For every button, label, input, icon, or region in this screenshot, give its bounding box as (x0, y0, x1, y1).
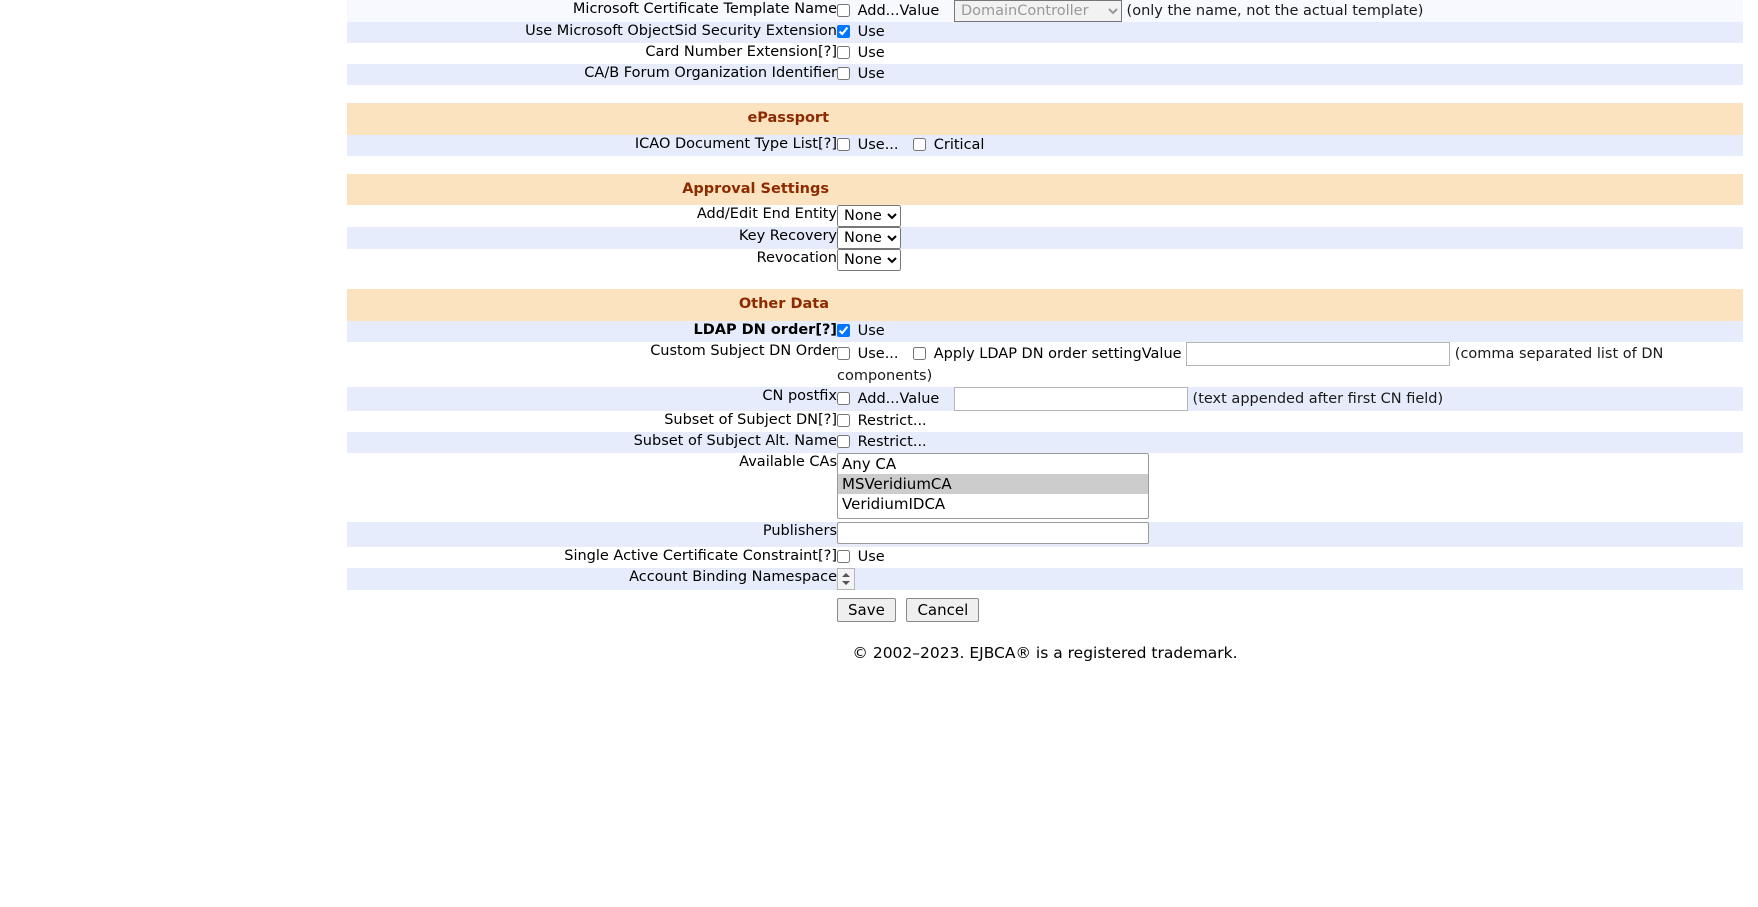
spacer-row (347, 156, 1743, 174)
row-label-ms-cert-template-name: Microsoft Certificate Template Name (347, 0, 837, 22)
row-field-add-edit-end-entity (837, 205, 1743, 227)
row-label-card-number-extension: Card Number Extension[?] (347, 43, 837, 64)
cn-postfix-checkbox-label: Add...Value (857, 390, 940, 407)
ms-objectsid-checkbox[interactable] (837, 25, 850, 38)
spacer-row (347, 85, 1743, 103)
table-row (347, 43, 1743, 64)
row-field-subset-of-subject-alt-name (837, 432, 1743, 453)
table-row (347, 342, 1743, 387)
spacer-row (347, 271, 1743, 289)
spacer-label (347, 271, 837, 289)
section-spacer-epassport (837, 103, 1743, 135)
row-field-ldap-dn-order (837, 321, 1743, 342)
row-field-cn-postfix (837, 387, 1743, 411)
form-actions-spacer (347, 590, 837, 630)
row-label-custom-subject-dn-order: Custom Subject DN Order (347, 342, 837, 387)
row-field-subset-of-subject-dn (837, 411, 1743, 432)
spacer-field (837, 85, 1743, 103)
row-label-available-cas: Available CAs (347, 453, 837, 522)
spacer-field (837, 271, 1743, 289)
spacer-field (837, 156, 1743, 174)
table-row (347, 321, 1743, 342)
custom-subject-dn-order-input[interactable] (1186, 342, 1450, 366)
table-row (347, 249, 1743, 271)
subset-of-subject-dn-checkbox[interactable] (837, 414, 850, 427)
subset-of-subject-alt-name-checkbox[interactable] (837, 435, 850, 448)
custom-subject-dn-order-hint: (comma separated list of DN components) (837, 345, 1664, 384)
single-active-cert-constraint-label: Use (857, 548, 885, 565)
ms-cert-template-name-hint: (only the name, not the actual template) (1126, 3, 1424, 19)
custom-subject-dn-order-use-label: Use... (857, 345, 899, 362)
row-label-cab-forum-org-id: CA/B Forum Organization Identifier (347, 64, 837, 85)
section-title-approval-settings: Approval Settings (347, 174, 837, 206)
custom-subject-dn-order-use-checkbox[interactable] (837, 347, 850, 360)
section-header-other-data (347, 289, 1743, 321)
section-title-epassport: ePassport (347, 103, 837, 135)
icao-critical-checkbox[interactable] (913, 138, 926, 151)
form-actions (837, 590, 1743, 630)
available-cas-option[interactable] (838, 474, 1148, 494)
revocation-select[interactable] (837, 249, 901, 271)
icao-use-label: Use... (857, 136, 899, 153)
row-field-cab-forum-org-id (837, 64, 1743, 85)
row-label-cn-postfix: CN postfix (347, 387, 837, 411)
footer-copyright: © 2002–2023. EJBCA® is a registered trademark. (852, 643, 1238, 662)
custom-subject-dn-order-apply-checkbox[interactable] (913, 347, 926, 360)
available-cas-listbox[interactable] (837, 453, 1149, 519)
table-row (347, 22, 1743, 43)
cn-postfix-input[interactable] (954, 387, 1188, 411)
table-row (347, 568, 1743, 590)
row-field-ms-cert-template-name (837, 0, 1743, 22)
row-field-card-number-extension (837, 43, 1743, 64)
row-field-revocation (837, 249, 1743, 271)
row-field-account-binding-namespace (837, 568, 1743, 590)
cancel-button[interactable]: Cancel (906, 598, 979, 622)
subset-of-subject-alt-name-label: Restrict... (857, 433, 927, 450)
table-row (347, 411, 1743, 432)
row-label-add-edit-end-entity: Add/Edit End Entity (347, 205, 837, 227)
available-cas-option[interactable] (838, 454, 1148, 474)
table-row (347, 522, 1743, 547)
publishers-listbox[interactable] (837, 522, 1149, 544)
table-row (347, 387, 1743, 411)
table-row (347, 453, 1743, 522)
row-field-available-cas (837, 453, 1743, 522)
subset-of-subject-dn-label: Restrict... (857, 412, 927, 429)
table-row (347, 0, 1743, 22)
row-field-ms-objectsid (837, 22, 1743, 43)
row-label-subset-of-subject-alt-name: Subset of Subject Alt. Name (347, 432, 837, 453)
cn-postfix-checkbox[interactable] (837, 392, 850, 405)
row-field-icao-doc-type-list (837, 135, 1743, 156)
cab-forum-org-id-checkbox[interactable] (837, 67, 850, 80)
row-label-revocation: Revocation (347, 249, 837, 271)
table-row (347, 227, 1743, 249)
row-label-ldap-dn-order: LDAP DN order[?] (347, 321, 837, 342)
section-header-approval-settings (347, 174, 1743, 206)
account-binding-namespace-stepper[interactable] (837, 568, 855, 590)
available-cas-option[interactable] (838, 494, 1148, 514)
row-label-single-active-cert-constraint: Single Active Certificate Constraint[?] (347, 547, 837, 568)
form-actions-row (347, 590, 1743, 630)
ms-cert-template-name-checkbox-label: Add...Value (857, 3, 940, 19)
save-button[interactable]: Save (837, 598, 896, 622)
ms-objectsid-checkbox-label: Use (857, 24, 885, 41)
add-edit-end-entity-select[interactable] (837, 205, 901, 227)
spacer-label (347, 156, 837, 174)
section-header-epassport (347, 103, 1743, 135)
ldap-dn-order-checkbox[interactable] (837, 324, 850, 337)
table-row (347, 135, 1743, 156)
row-label-publishers: Publishers (347, 522, 837, 547)
custom-subject-dn-order-value-label: Value (1141, 345, 1182, 362)
single-active-cert-constraint-checkbox[interactable] (837, 550, 850, 563)
row-label-ms-objectsid: Use Microsoft ObjectSid Security Extension (347, 22, 837, 43)
ldap-dn-order-checkbox-label: Use (857, 322, 885, 339)
row-field-custom-subject-dn-order (837, 342, 1743, 387)
row-label-account-binding-namespace: Account Binding Namespace (347, 568, 837, 590)
table-row (347, 205, 1743, 227)
table-row (347, 547, 1743, 568)
spacer-label (347, 85, 837, 103)
ms-cert-template-name-select[interactable] (954, 0, 1122, 22)
row-field-single-active-cert-constraint (837, 547, 1743, 568)
cab-forum-org-id-checkbox-label: Use (857, 66, 885, 83)
table-row (347, 432, 1743, 453)
row-label-key-recovery: Key Recovery (347, 227, 837, 249)
key-recovery-select[interactable] (837, 227, 901, 249)
section-spacer-other-data (837, 289, 1743, 321)
icao-critical-label: Critical (933, 136, 985, 153)
certificate-profile-form (347, 0, 1743, 630)
row-label-subset-of-subject-dn: Subset of Subject DN[?] (347, 411, 837, 432)
icao-use-checkbox[interactable] (837, 138, 850, 151)
card-number-extension-checkbox[interactable] (837, 46, 850, 59)
row-field-key-recovery (837, 227, 1743, 249)
cn-postfix-hint: (text appended after first CN field) (1192, 390, 1444, 407)
table-row (347, 64, 1743, 85)
card-number-extension-checkbox-label: Use (857, 45, 885, 62)
ms-cert-template-name-checkbox[interactable] (837, 4, 850, 17)
section-spacer-approval-settings (837, 174, 1743, 206)
row-field-publishers (837, 522, 1743, 547)
custom-subject-dn-order-apply-label: Apply LDAP DN order setting (933, 345, 1142, 362)
section-title-other-data: Other Data (347, 289, 837, 321)
row-label-icao-doc-type-list: ICAO Document Type List[?] (347, 135, 837, 156)
